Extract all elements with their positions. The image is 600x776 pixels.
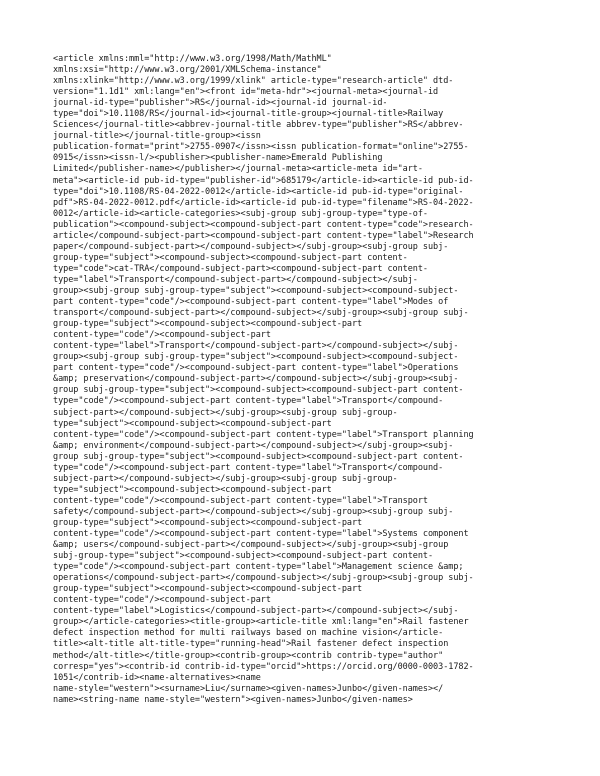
xml-source-line: safety</compound-subject-part></compound-subject></subj-group><subj-group subj- xyxy=(53,506,454,517)
xml-source-line: group-type="subject"><compound-subject><compound-subject-part xyxy=(53,517,363,528)
xml-source-line: journal-title></journal-title-group><issn xyxy=(53,131,261,142)
xml-source-line: publication-format="print">2755-0907</issn><issn publication-format="online">2755- xyxy=(53,142,469,153)
xml-source-line: method</alt-title></title-group><contrib-group><contrib contrib-type="author" xyxy=(53,650,444,661)
xml-source-line: content-type="code"/><compound-subject-part content-type="label">Systems component xyxy=(53,529,469,540)
xml-source-line: content-type="code"/><compound-subject-part xyxy=(53,595,271,606)
xml-source-line: pdf">RS-04-2022-0012.pdf</article-id><article-id pub-id-type="filename">RS-04-2022- xyxy=(53,197,474,208)
xml-source-line: name><string-name name-style="western"><given-names>Junbo</given-names> xyxy=(53,694,413,705)
xml-source-line: meta"><article-id pub-id-type="publisher-id">685179</article-id><article-id pub-id- xyxy=(53,175,474,186)
xml-source-line: subject-part></compound-subject></subj-group><subj-group subj-group- xyxy=(53,473,398,484)
xml-source-line: type="subject"><compound-subject><compound-subject-part xyxy=(53,418,332,429)
xml-source-line: group></article-categories><title-group><article-title xml:lang="en">Rail fastener xyxy=(53,617,469,628)
xml-source-line: content-type="code"/><compound-subject-part content-type="label">Transport xyxy=(53,495,428,506)
xml-source-line: group subj-group-type="subject"><compound-subject><compound-subject-part content- xyxy=(53,451,464,462)
xml-source-line: publication"><compound-subject><compound-subject-part content-type="code">research- xyxy=(53,219,474,230)
xml-source-line: type="code"/><compound-subject-part content-type="label">Transport</compound- xyxy=(53,462,444,473)
xml-source-line: version="1.1d1" xml:lang="en"><front id="meta-hdr"><journal-meta><journal-id xyxy=(53,87,439,98)
xml-source-line: content-type="code"/><compound-subject-part xyxy=(53,330,271,341)
xml-source-line: group-type="subject"><compound-subject><compound-subject-part content- xyxy=(53,252,408,263)
xml-source-line: content-type="label">Transport</compound-subject-part></compound-subject></subj- xyxy=(53,341,459,352)
xml-source-line: type="doi">10.1108/RS</journal-id><journal-title-group><journal-title>Railway xyxy=(53,109,444,120)
xml-source-line: group-type="subject"><compound-subject><compound-subject-part xyxy=(53,319,363,330)
xml-source-line: operations</compound-subject-part></compound-subject></subj-group><subj-group subj- xyxy=(53,573,474,584)
xml-source-line: name-style="western"><surname>Liu</surname><given-names>Junbo</given-names></ xyxy=(53,683,444,694)
xml-source-line: <article xmlns:mml="http://www.w3.org/1998/Math/MathML" xyxy=(53,54,332,64)
xml-source-line: type="code"/><compound-subject-part content-type="label">Management science &amp; xyxy=(53,562,464,573)
xml-source-line: &amp; users</compound-subject-part></compound-subject></subj-group><subj-group xyxy=(53,540,449,551)
xml-source-line: 0012</article-id><article-categories><subj-group subj-group-type="type-of- xyxy=(53,208,428,219)
xml-source-line: xmlns:xsi="http://www.w3.org/2001/XMLSchema-instance" xyxy=(53,65,322,76)
xml-source-line: part content-type="code"/><compound-subject-part content-type="label">Operations xyxy=(53,363,459,374)
xml-source-line: type="doi">10.1108/RS-04-2022-0012</article-id><article-id pub-id-type="original- xyxy=(53,186,464,197)
xml-source-text xyxy=(53,54,553,706)
xml-source-line: article</compound-subject-part><compound-subject-part content-type="label">Research xyxy=(53,230,474,241)
xml-source-line: group><subj-group subj-group-type="subject"><compound-subject><compound-subject- xyxy=(53,285,459,296)
xml-source-line: transport</compound-subject-part></compound-subject></subj-group><subj-group subj- xyxy=(53,308,469,319)
xml-source-line: type="code">cat-TRA</compound-subject-part><compound-subject-part content- xyxy=(53,263,428,274)
xml-source-line: content-type="code"/><compound-subject-part content-type="label">Transport planning xyxy=(53,429,474,440)
xml-source-line: type="subject"><compound-subject><compound-subject-part xyxy=(53,484,332,495)
xml-source-line: 0915</issn><issn-l/><publisher><publisher-name>Emerald Publishing xyxy=(53,153,383,164)
xml-source-line: subj-group-type="subject"><compound-subject><compound-subject-part content- xyxy=(53,551,434,562)
xml-source-line: corresp="yes"><contrib-id contrib-id-type="orcid">https://orcid.org/0000-0003-1782- xyxy=(53,661,474,672)
xml-source-line: Limited</publisher-name></publisher></journal-meta><article-meta id="art- xyxy=(53,164,423,175)
xml-source-line: group subj-group-type="subject"><compound-subject><compound-subject-part content- xyxy=(53,385,464,396)
xml-source-line: type="code"/><compound-subject-part content-type="label">Transport</compound- xyxy=(53,396,444,407)
xml-source-line: content-type="label">Logistics</compound-subject-part></compound-subject></subj- xyxy=(53,606,459,617)
xml-source-line: group><subj-group subj-group-type="subject"><compound-subject><compound-subject- xyxy=(53,352,459,363)
xml-source-line: title><alt-title alt-title-type="running-head">Rail fastener defect inspection xyxy=(53,639,449,650)
xml-source-line: defect inspection method for multi railways based on machine vision</article- xyxy=(53,628,444,639)
xml-source-line: 1051</contrib-id><name-alternatives><name xyxy=(53,672,261,683)
xml-source-line: type="label">Transport</compound-subject-part></compound-subject></subj- xyxy=(53,274,418,285)
xml-source-line: subject-part></compound-subject></subj-group><subj-group subj-group- xyxy=(53,407,398,418)
xml-source-line: &amp; preservation</compound-subject-part></compound-subject></subj-group><subj- xyxy=(53,374,459,385)
xml-source-line: &amp; environment</compound-subject-part></compound-subject></subj-group><subj- xyxy=(53,440,454,451)
xml-source-line: part content-type="code"/><compound-subject-part content-type="label">Modes of xyxy=(53,297,449,308)
xml-source-line: journal-id-type="publisher">RS</journal-id><journal-id journal-id- xyxy=(53,98,388,109)
xml-source-line: paper</compound-subject-part></compound-subject></subj-group><subj-group subj- xyxy=(53,241,449,252)
xml-source-line: Sciences</journal-title><abbrev-journal-title abbrev-type="publisher">RS</abbrev- xyxy=(53,120,464,131)
xml-source-line: xmlns:xlink="http://www.w3.org/1999/xlink" article-type="research-article" dtd- xyxy=(53,76,454,87)
xml-source-line: group-type="subject"><compound-subject><compound-subject-part xyxy=(53,584,363,595)
